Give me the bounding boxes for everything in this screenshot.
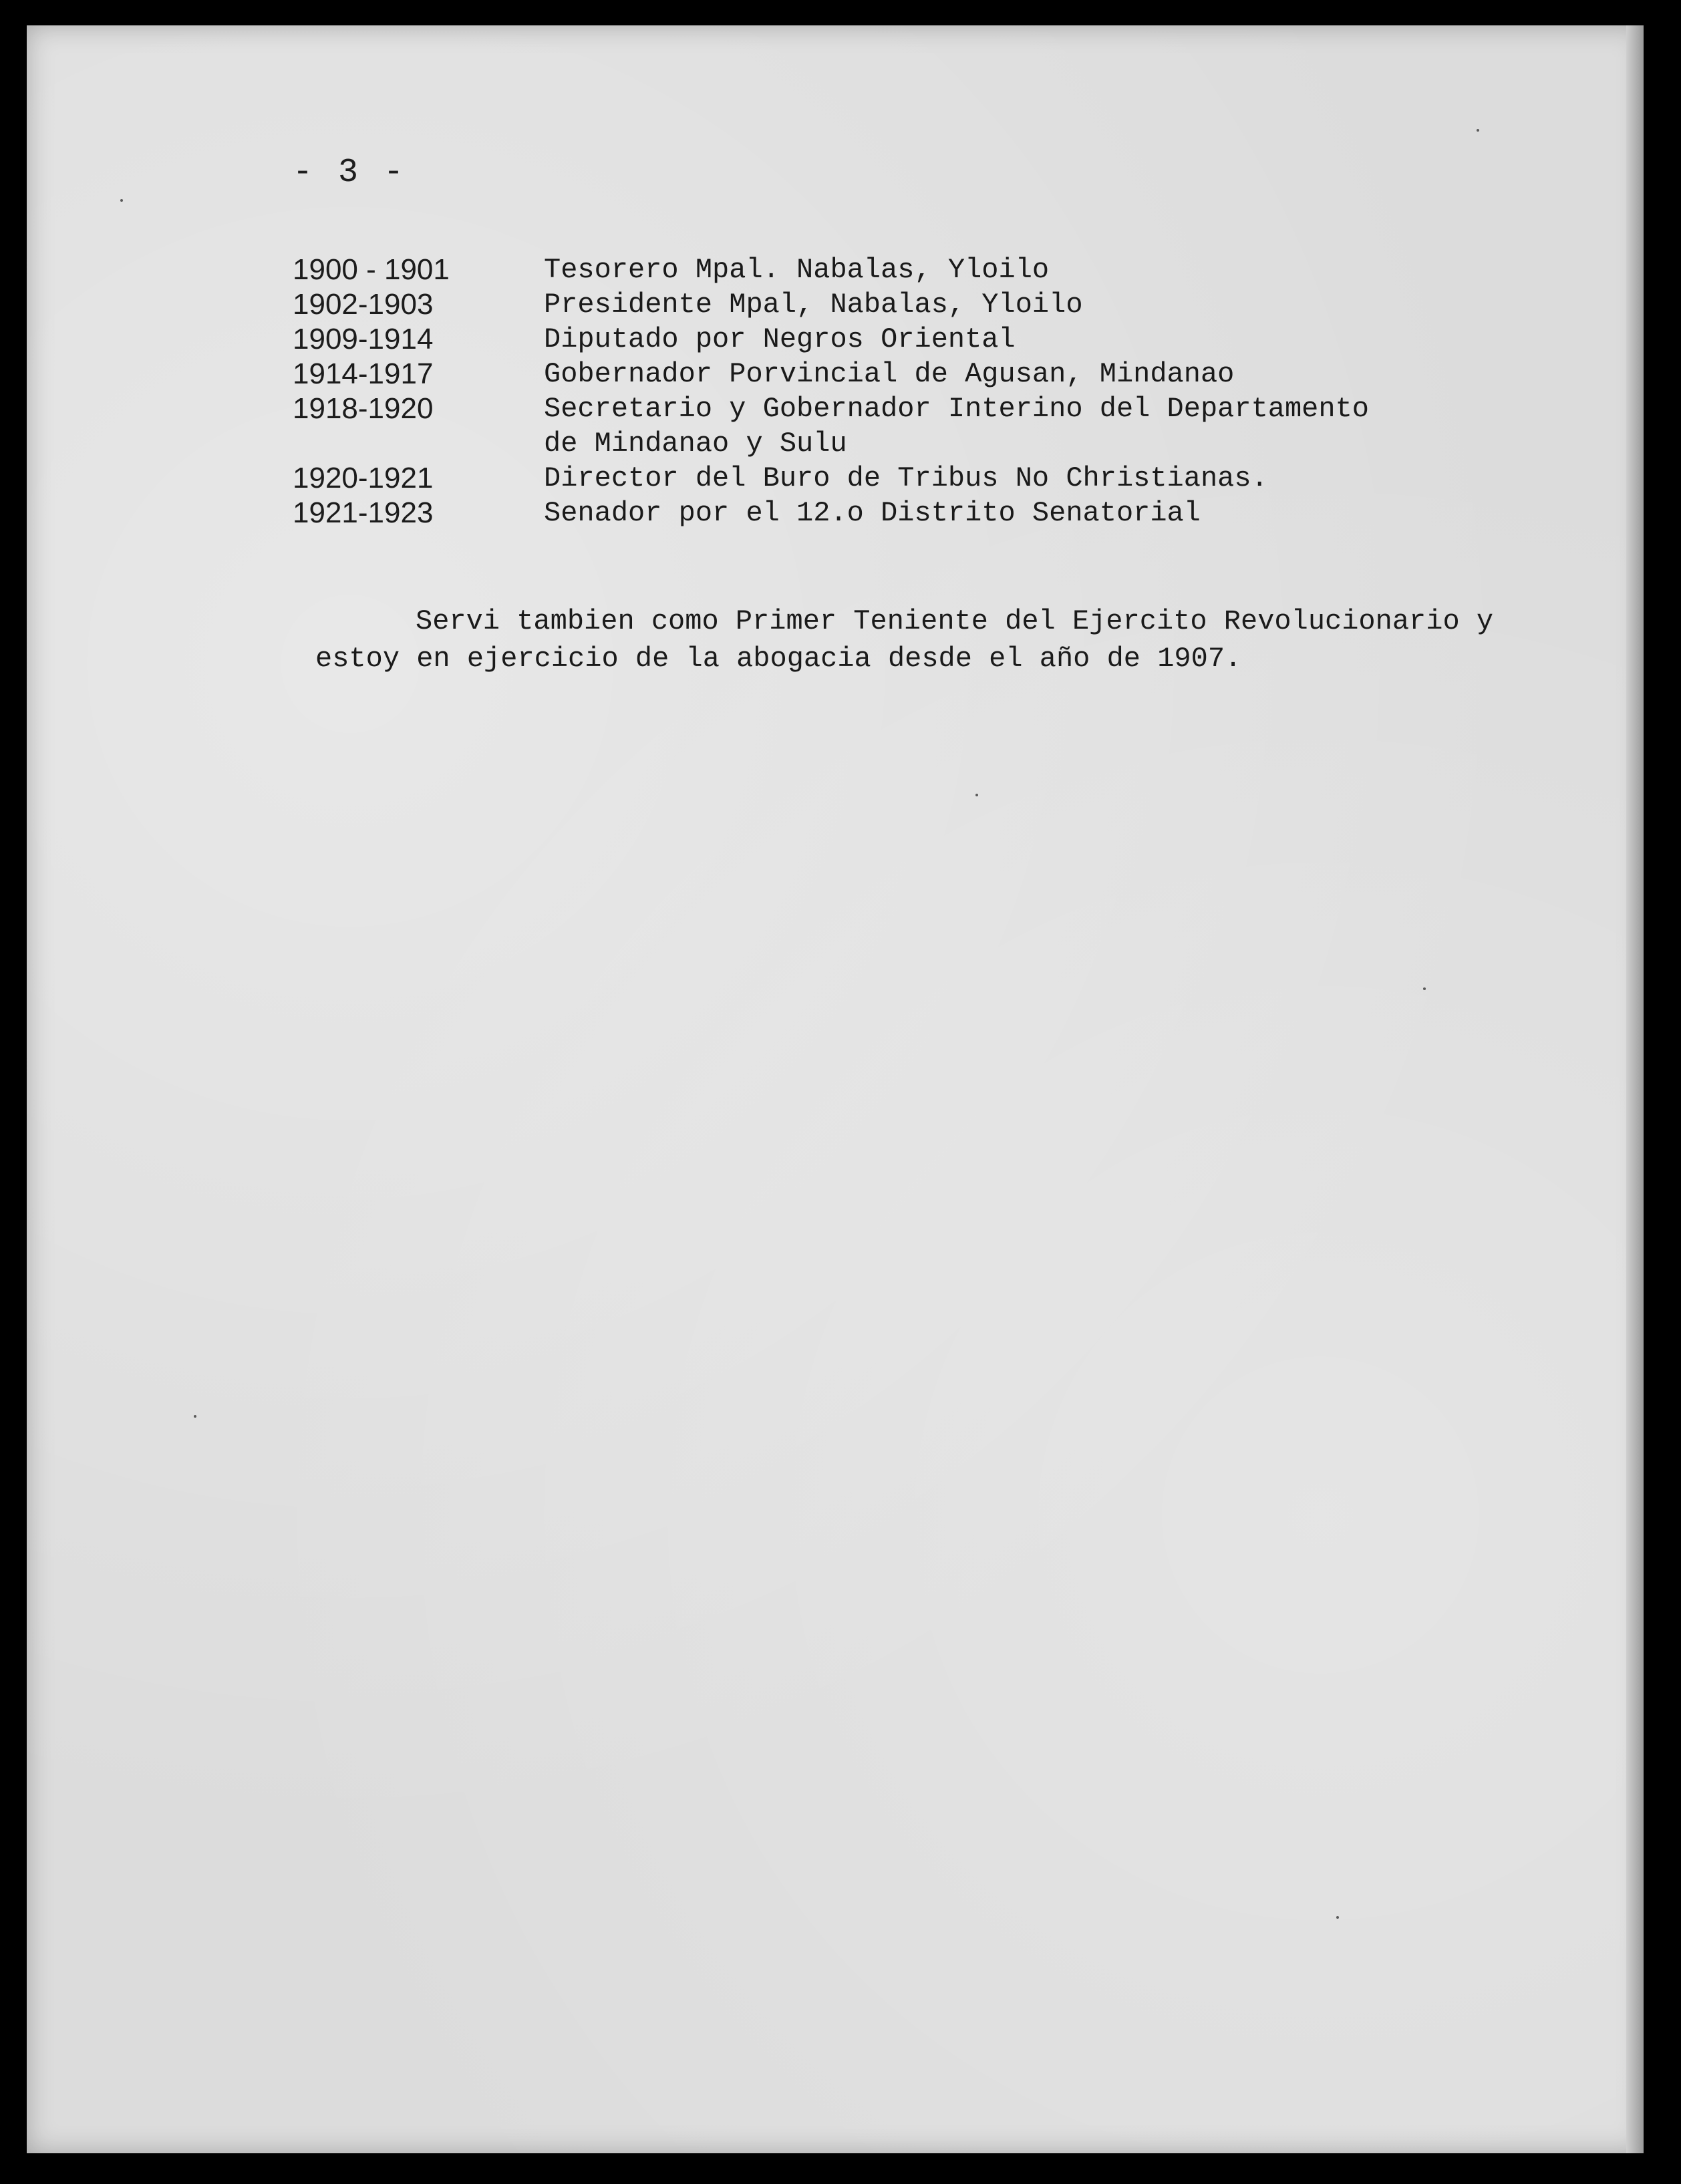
- career-position: Senador por el 12.o Distrito Senatorial: [544, 497, 1201, 529]
- career-entry: [293, 357, 1495, 392]
- career-position: Secretario y Gobernador Interino del Departamento de Mindanao y Sulu: [544, 393, 1370, 460]
- career-years: 1918-1920: [293, 392, 434, 425]
- document-page: [27, 25, 1644, 2153]
- career-position: Director del Buro de Tribus No Christianas.: [544, 462, 1268, 494]
- career-years: 1902-1903: [293, 288, 434, 321]
- paper-speck: [1477, 129, 1479, 132]
- career-entry: [293, 322, 1495, 357]
- career-years: 1920-1921: [293, 462, 434, 494]
- career-years: 1900 - 1901: [293, 253, 450, 286]
- paper-speck: [194, 1415, 196, 1418]
- paper-speck: [120, 199, 123, 202]
- career-entry: [293, 392, 1495, 461]
- closing-paragraph: Servi tambien como Primer Teniente del Ejercito Revolucionario y estoy en ejercicio de la abogacia desde el año de 1907.: [315, 605, 1494, 675]
- paper-speck: [975, 794, 978, 796]
- career-entry: [293, 253, 1495, 287]
- paper-speck: [1336, 1916, 1339, 1919]
- career-position: Tesorero Mpal. Nabalas, Yloilo: [544, 254, 1050, 286]
- career-entry: [293, 496, 1495, 530]
- paper-speck: [1423, 987, 1426, 990]
- career-years: 1914-1917: [293, 357, 434, 390]
- career-years: 1921-1923: [293, 496, 434, 529]
- career-entry: [293, 461, 1495, 496]
- career-list: [293, 253, 1495, 530]
- career-years: 1909-1914: [293, 323, 434, 355]
- page-number: - 3 -: [293, 154, 407, 192]
- career-entry: [293, 287, 1495, 322]
- career-position: Diputado por Negros Oriental: [544, 323, 1016, 355]
- career-position: Gobernador Porvincial de Agusan, Mindanao: [544, 358, 1235, 390]
- page-edge-shadow: [1626, 25, 1644, 2153]
- career-position: Presidente Mpal, Nabalas, Yloilo: [544, 289, 1083, 321]
